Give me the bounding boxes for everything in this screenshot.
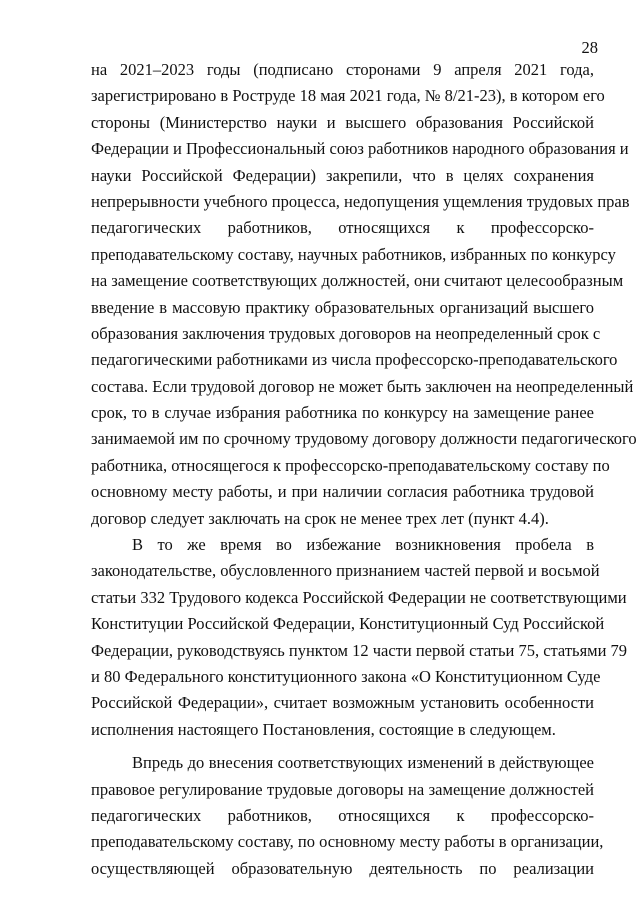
text-line: науки Российской Федерации) закрепили, что в целях сохранения <box>91 165 594 185</box>
text-line: стороны (Министерство науки и высшего образования Российской <box>91 112 594 132</box>
paragraph-gap <box>91 743 594 750</box>
text-line: педагогических работников, относящихся к профессорско- <box>91 805 594 825</box>
text-line: преподавательскому составу, научных работников, избранных по конкурсу <box>91 244 616 264</box>
text-line: на 2021–2023 годы (подписано сторонами 9 апреля 2021 года, <box>91 60 594 79</box>
text-line: состава. Если трудовой договор не может быть заключен на неопределенный <box>91 376 634 396</box>
text-line: Конституции Российской Федерации, Конституционный Суд Российской <box>91 614 605 634</box>
text-line: образования заключения трудовых договоров на неопределенный срок с <box>91 323 601 343</box>
text-line: педагогических работников, относящихся к профессорско- <box>91 218 594 238</box>
text-line: исполнения настоящего Постановления, состоящие в следующем. <box>91 719 556 739</box>
text-line: основному месту работы, и при наличии согласия работника трудовой <box>91 482 594 502</box>
text-line: правовое регулирование трудовые договоры на замещение должностей <box>91 779 594 799</box>
text-line: введение в массовую практику образовательных организаций высшего <box>91 297 594 317</box>
text-line: непрерывности учебного процесса, недопущения ущемления трудовых прав <box>91 191 630 211</box>
text-line: занимаемой им по срочному трудовому договору должности педагогического <box>91 429 637 449</box>
text-line: статьи 332 Трудового кодекса Российской Федерации не соответствующими <box>91 587 627 607</box>
text-line: срок, то в случае избрания работника по конкурсу на замещение ранее <box>91 403 594 423</box>
text-line: Федерации и Профессиональный союз работников народного образования и <box>91 139 629 159</box>
page-number: 28 <box>581 38 598 57</box>
text-line: Российской Федерации», считает возможным установить особенности <box>91 693 594 713</box>
text-line: педагогическими работниками из числа профессорско-преподавательского <box>91 350 618 370</box>
text-line: законодательстве, обусловленного признанием частей первой и восьмой <box>91 561 600 581</box>
body-text <box>91 57 637 882</box>
text-line: зарегистрировано в Роструде 18 мая 2021 года, № 8/21-23), в котором его <box>91 86 605 106</box>
text-line: Федерации, руководствуясь пунктом 12 части первой статьи 75, статьями 79 <box>91 640 628 660</box>
text-line: Впредь до внесения соответствующих изменений в действующее <box>132 753 594 773</box>
text-line: договор следует заключать на срок не менее трех лет (пункт 4.4). <box>91 508 549 528</box>
text-line: и 80 Федерального конституционного закона «О Конституционном Суде <box>91 666 601 686</box>
text-line: работника, относящегося к профессорско-преподавательскому составу по <box>91 455 610 475</box>
text-line: на замещение соответствующих должностей, они считают целесообразным <box>91 271 624 291</box>
text-line: В то же время во избежание возникновения пробела в <box>132 535 594 555</box>
text-line: осуществляющей образовательную деятельность по реализации <box>91 858 594 878</box>
text-line: преподавательскому составу, по основному месту работы в организации, <box>91 832 604 852</box>
